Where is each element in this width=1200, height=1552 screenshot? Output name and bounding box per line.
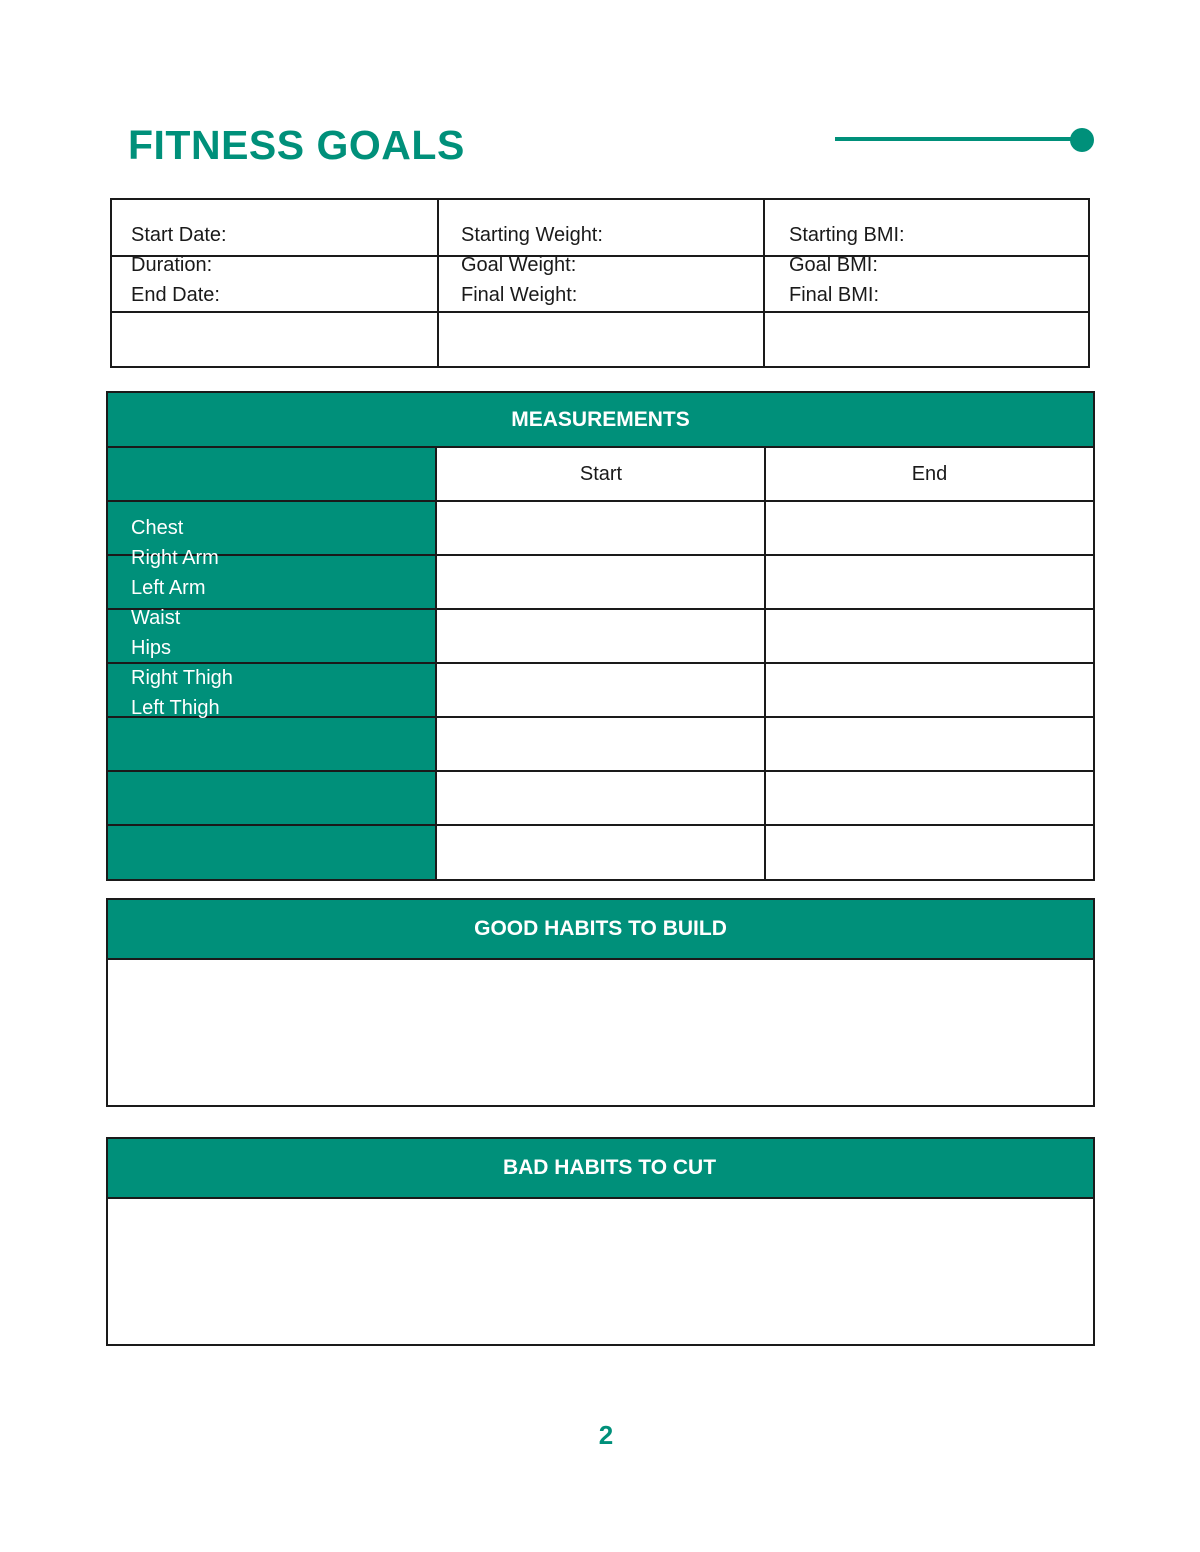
bad-habits-section (106, 1137, 1095, 1346)
bmi-fields (789, 220, 905, 310)
good-habits-input-area[interactable] (108, 960, 1093, 1105)
measurement-item: Right Arm (131, 547, 219, 569)
weight-fields (461, 220, 603, 310)
table-divider (763, 200, 765, 366)
measurements-header: MEASUREMENTS (108, 393, 1093, 447)
measurement-labels (131, 513, 233, 723)
table-divider (108, 500, 1093, 502)
page-number: 2 (598, 1420, 614, 1450)
end-date-label[interactable]: End Date: (131, 284, 220, 306)
measurement-item: Chest (131, 517, 184, 539)
table-divider (108, 608, 1093, 610)
measurement-item: Hips (131, 637, 172, 659)
goal-bmi-label[interactable]: Goal BMI: (789, 254, 878, 276)
table-divider (108, 824, 1093, 826)
good-habits-header: GOOD HABITS TO BUILD (108, 900, 1093, 960)
table-divider (108, 770, 1093, 772)
duration-label[interactable]: Duration: (131, 254, 213, 276)
decorative-line (835, 137, 1083, 141)
start-column-header: Start (579, 463, 623, 485)
bad-habits-header: BAD HABITS TO CUT (108, 1139, 1093, 1199)
table-divider (435, 447, 437, 879)
measurements-table (106, 391, 1095, 881)
start-date-label[interactable]: Start Date: (131, 224, 227, 246)
goal-info-table (110, 198, 1090, 368)
starting-bmi-label[interactable]: Starting BMI: (789, 224, 905, 246)
bad-habits-input-area[interactable] (108, 1199, 1093, 1344)
table-divider (108, 716, 1093, 718)
table-divider (108, 446, 1093, 448)
measurement-item: Right Thigh (131, 667, 233, 689)
page-title: FITNESS GOALS (128, 122, 465, 168)
end-column-header: End (911, 463, 948, 485)
measurement-item: Left Arm (131, 577, 206, 599)
decorative-dot-icon (1070, 128, 1094, 152)
table-divider (437, 200, 439, 366)
table-divider (108, 662, 1093, 664)
table-divider (108, 554, 1093, 556)
table-divider (112, 311, 1088, 313)
final-weight-label[interactable]: Final Weight: (461, 284, 578, 306)
table-divider (764, 447, 766, 879)
goal-weight-label[interactable]: Goal Weight: (461, 254, 577, 276)
good-habits-section (106, 898, 1095, 1107)
final-bmi-label[interactable]: Final BMI: (789, 284, 880, 306)
measurement-item: Left Thigh (131, 697, 220, 719)
date-fields (131, 220, 227, 310)
starting-weight-label[interactable]: Starting Weight: (461, 224, 603, 246)
measurement-item: Waist (131, 607, 181, 629)
